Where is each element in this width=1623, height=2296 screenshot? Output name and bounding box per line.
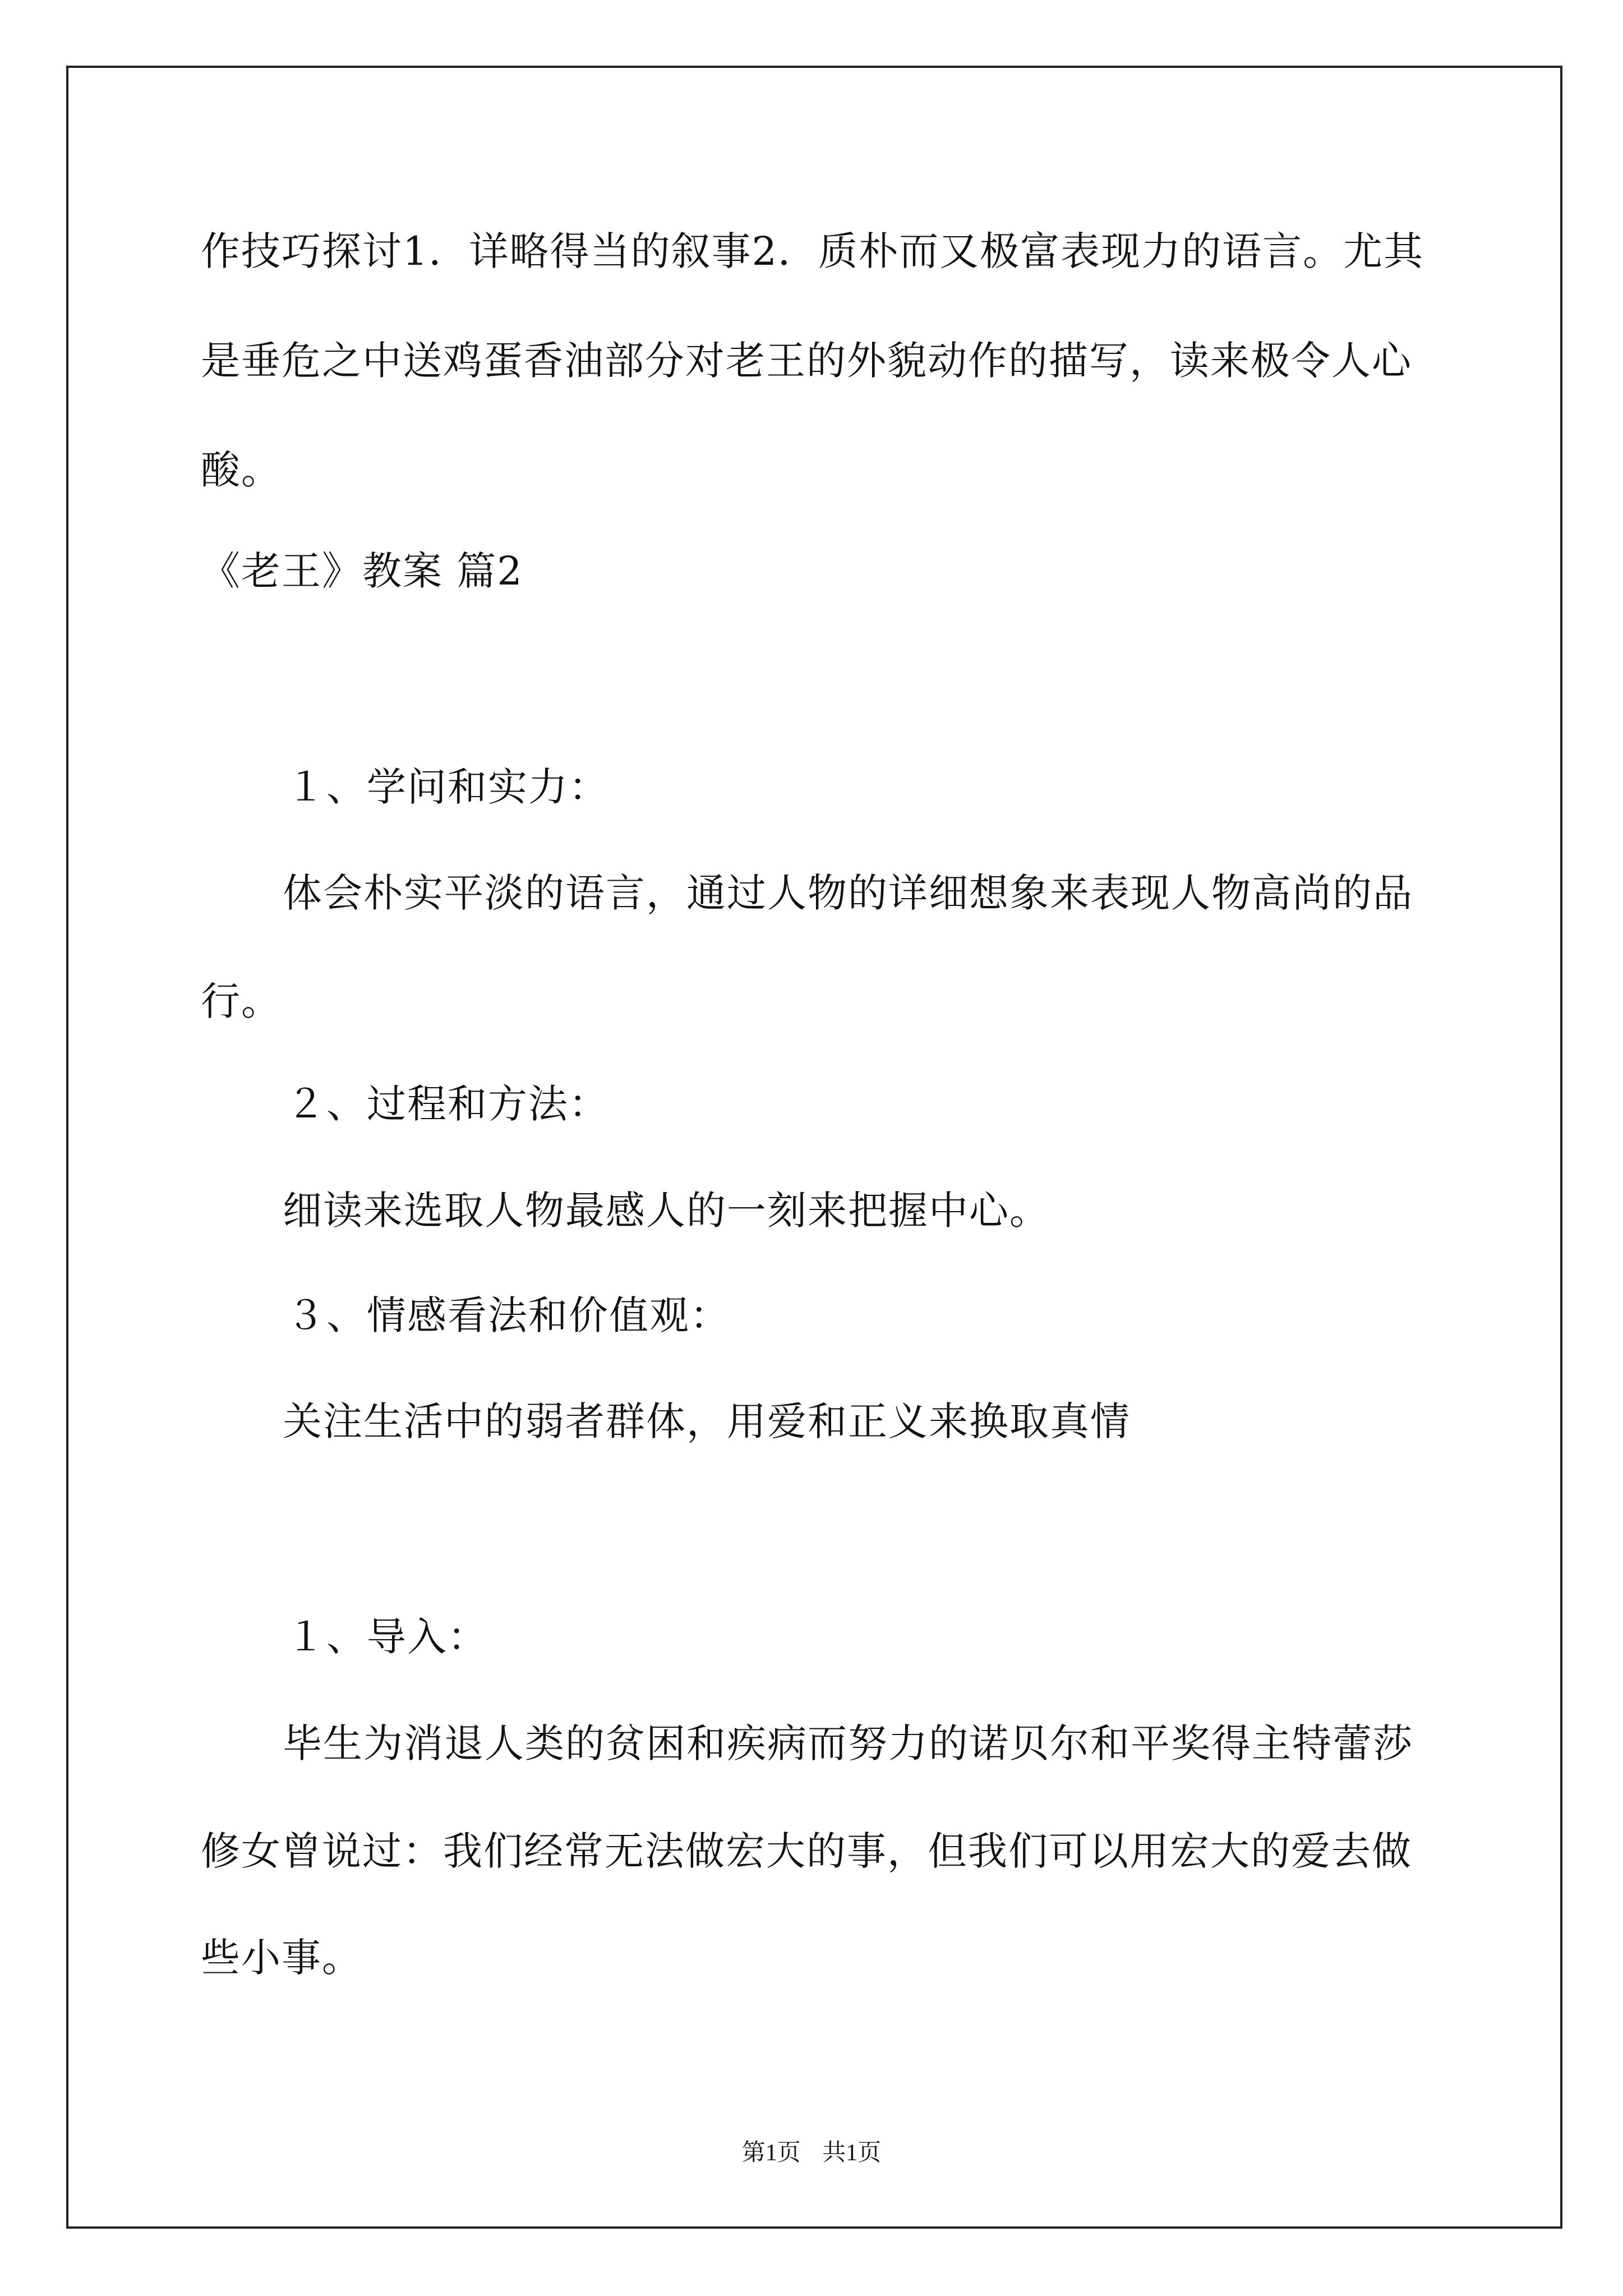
page-total: 共1页	[822, 2140, 882, 2166]
section-heading: 《老王》教案 篇2	[201, 548, 523, 594]
body-text-line: 些小事。	[201, 1935, 362, 1981]
body-text-line: 行。	[201, 978, 282, 1024]
body-text-line: 作技巧探讨1．详略得当的叙事2．质朴而又极富表现力的语言。尤其	[201, 228, 1424, 274]
numbered-heading: ２、过程和方法：	[286, 1081, 609, 1127]
page-number: 第1页	[741, 2140, 801, 2166]
body-text-line: 细读来选取人物最感人的一刻来把握中心。	[283, 1188, 1050, 1234]
body-text-line: 是垂危之中送鸡蛋香油部分对老王的外貌动作的描写，读来极令人心	[201, 338, 1412, 384]
body-text-line: 修女曾说过：我们经常无法做宏大的事，但我们可以用宏大的爱去做	[201, 1828, 1412, 1874]
body-text-line: 酸。	[201, 447, 282, 493]
page-border	[66, 66, 1562, 2229]
body-text-line: 体会朴实平淡的语言，通过人物的详细想象来表现人物高尚的品	[283, 870, 1413, 916]
numbered-heading: １、学问和实力：	[286, 764, 609, 810]
numbered-heading: １、导入：	[286, 1614, 488, 1660]
page-footer	[0, 2141, 1623, 2165]
body-text-line: 毕生为消退人类的贫困和疾病而努力的诺贝尔和平奖得主特蕾莎	[283, 1720, 1413, 1766]
body-text-line: 关注生活中的弱者群体，用爱和正义来换取真情	[283, 1398, 1131, 1444]
numbered-heading: ３、情感看法和价值观：	[286, 1292, 730, 1338]
